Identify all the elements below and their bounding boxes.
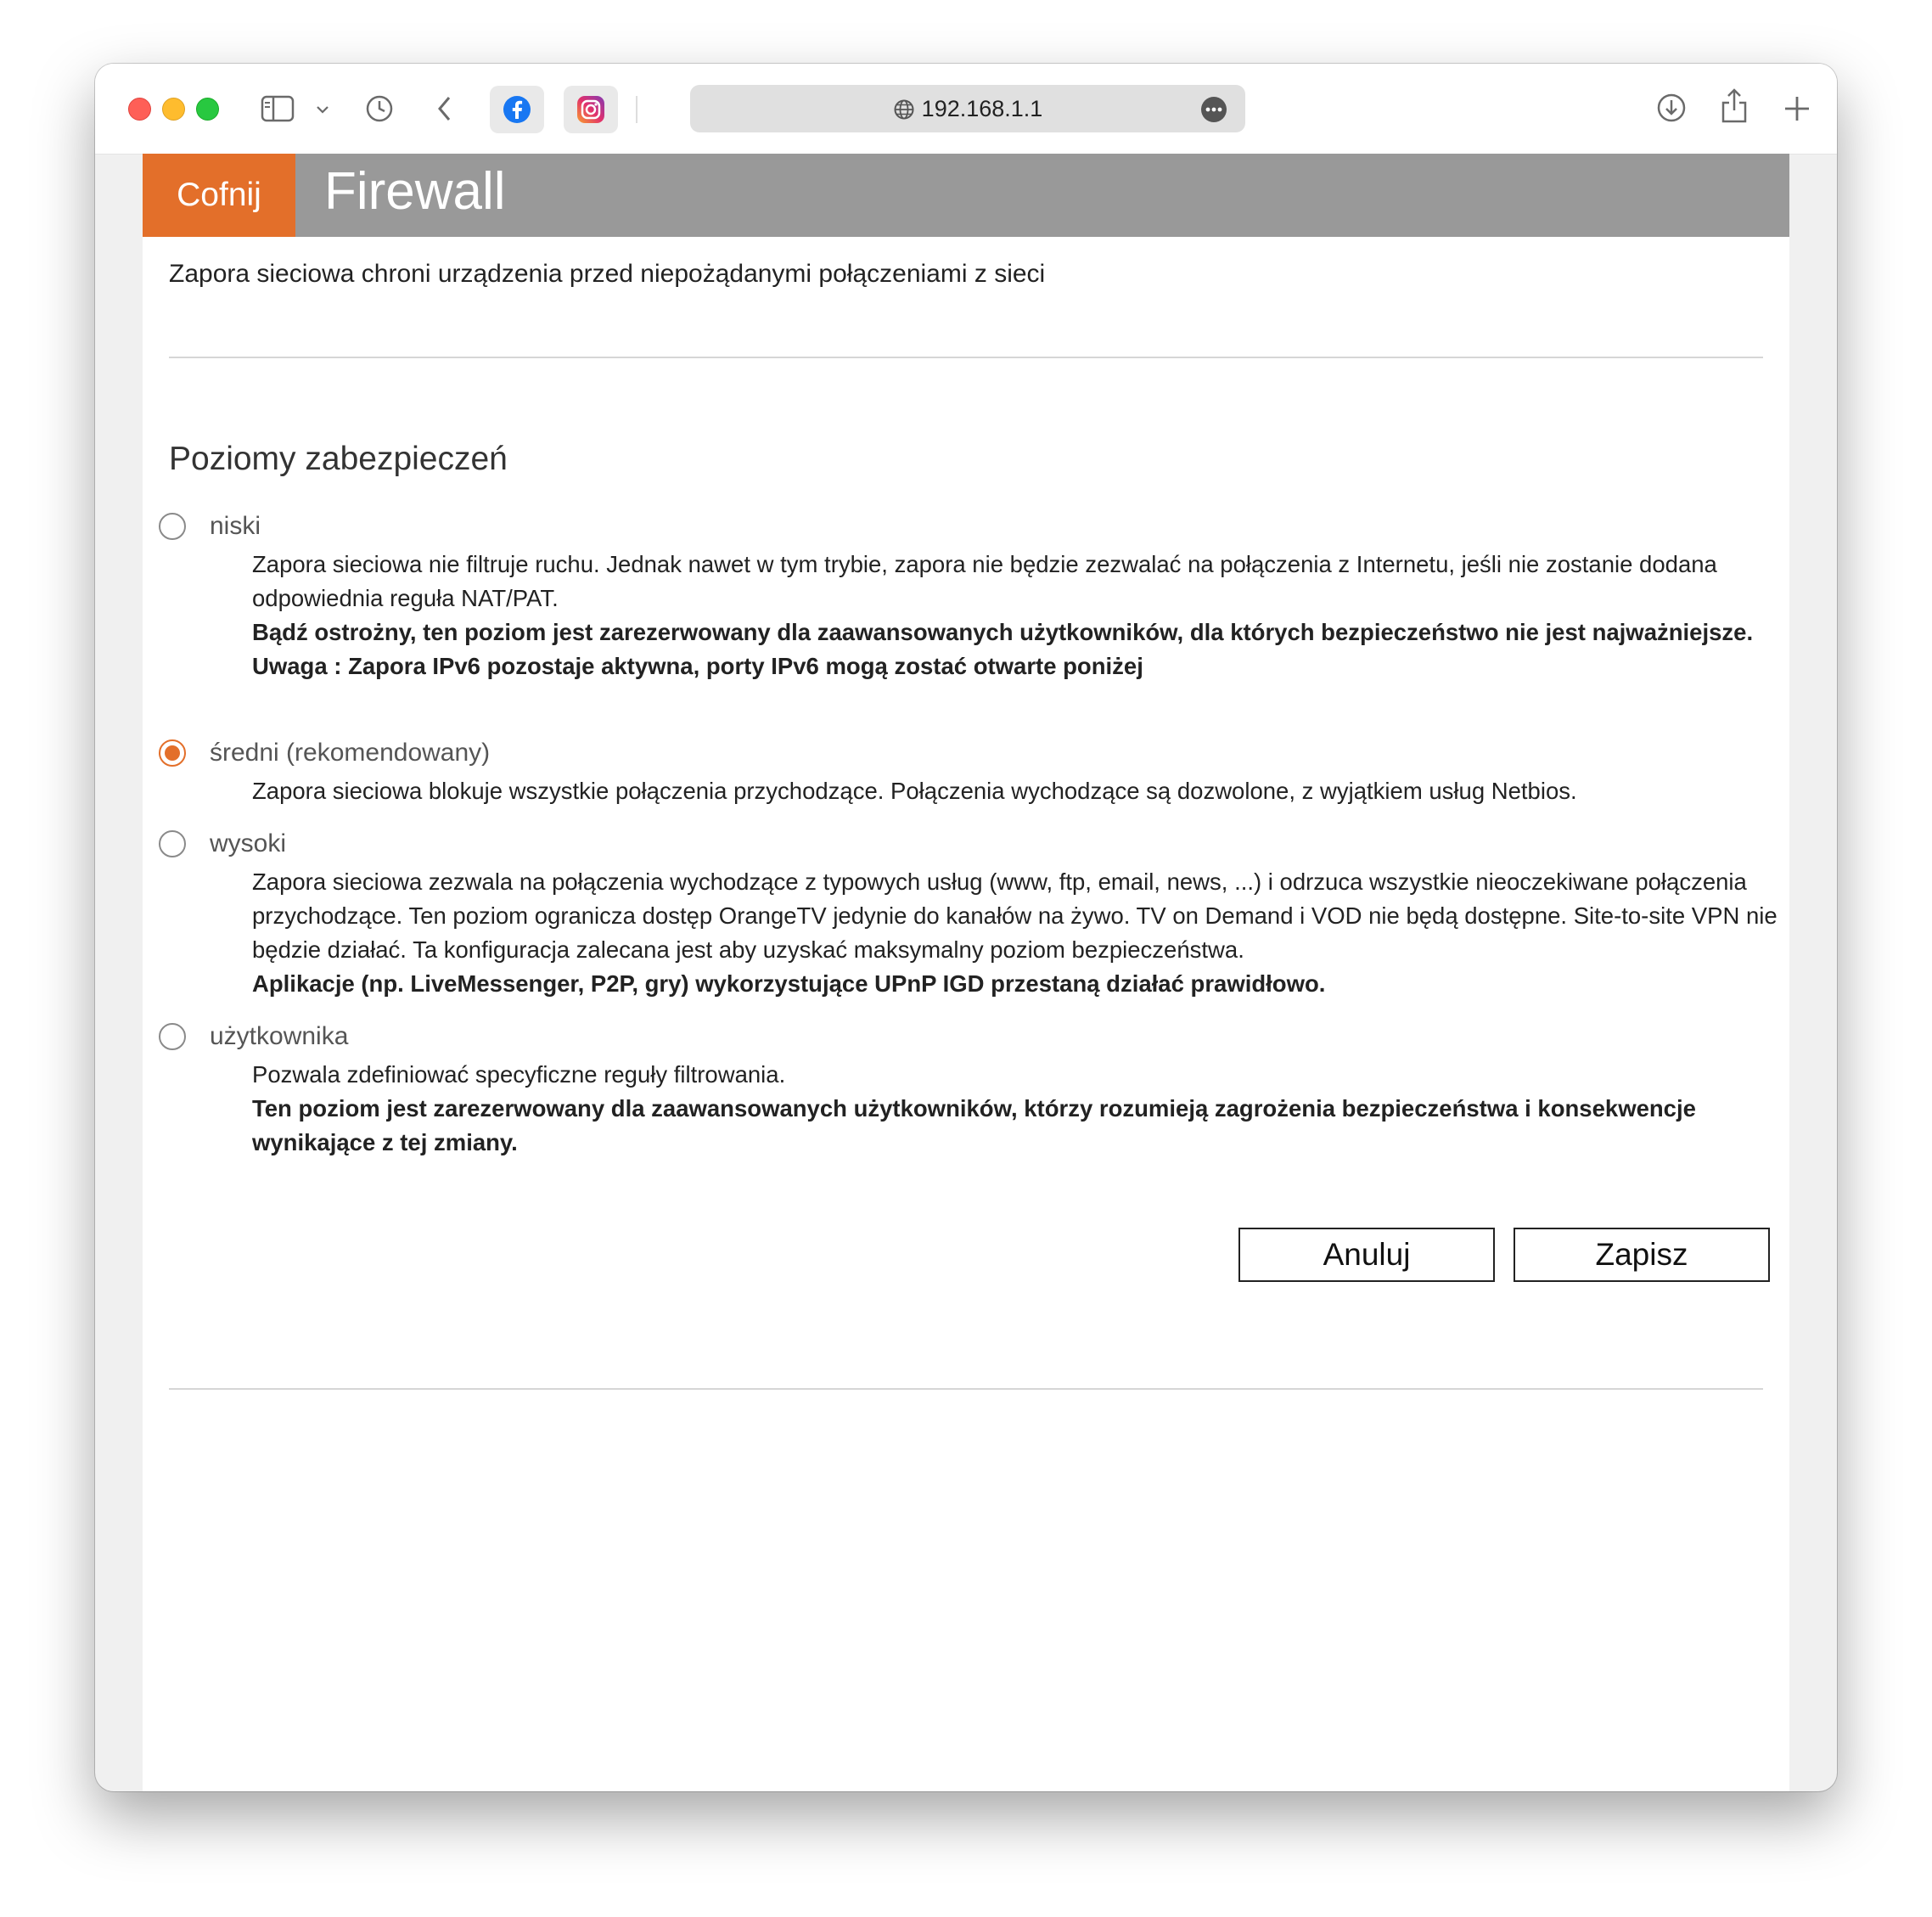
share-icon[interactable] <box>1720 87 1749 124</box>
desc-uzytkownika-text: Pozwala zdefiniować specyficzne reguły filtrowania. <box>252 1061 786 1088</box>
cancel-button[interactable]: Anuluj <box>1238 1228 1495 1282</box>
page-content <box>143 154 1789 1791</box>
section-title: Poziomy zabezpieczeń <box>169 441 508 477</box>
intro-text: Zapora sieciowa chroni urządzenia przed niepożądanymi połączeniami z sieci <box>169 260 1046 288</box>
minimize-window-button[interactable] <box>162 98 185 121</box>
desc-niski <box>252 548 1780 683</box>
browser-toolbar <box>95 64 1837 155</box>
desc-uzytkownika <box>252 1058 1780 1160</box>
desc-niski-warning: Bądź ostrożny, ten poziom jest zarezerwowany dla zaawansowanych użytkowników, dla których bezpieczeństwo nie jest najważniejsze. <box>252 619 1754 645</box>
divider-top <box>169 357 1763 358</box>
label-wysoki[interactable]: wysoki <box>210 829 287 857</box>
chevron-down-icon[interactable] <box>314 101 331 118</box>
radio-sredni[interactable] <box>159 739 186 767</box>
save-button[interactable]: Zapisz <box>1514 1228 1770 1282</box>
page-title: Firewall <box>324 162 506 221</box>
back-button[interactable]: Cofnij <box>143 154 295 237</box>
close-window-button[interactable] <box>128 98 151 121</box>
zoom-window-button[interactable] <box>196 98 219 121</box>
instagram-tab[interactable] <box>564 86 618 133</box>
back-icon[interactable] <box>435 94 455 123</box>
desc-niski-note: Uwaga : Zapora IPv6 pozostaje aktywna, porty IPv6 mogą zostać otwarte poniżej <box>252 653 1143 679</box>
desc-niski-text: Zapora sieciowa nie filtruje ruchu. Jednak nawet w tym trybie, zapora nie będzie zezwalać na połączenia z Internetu, jeśli nie zostanie dodana odpowiednia reguła NAT/PAT. <box>252 551 1717 611</box>
toolbar-separator <box>636 96 637 123</box>
desc-uzytkownika-warning: Ten poziom jest zarezerwowany dla zaawansowanych użytkowników, którzy rozumieją zagrożenia bezpieczeństwa i konsekwencje wynikające z tej zmiany. <box>252 1095 1696 1155</box>
label-niski[interactable]: niski <box>210 512 261 540</box>
globe-icon <box>893 98 915 121</box>
divider-bottom <box>169 1388 1763 1390</box>
facebook-tab[interactable] <box>490 86 544 133</box>
sidebar-toggle-icon[interactable] <box>260 94 295 123</box>
address-url: 192.168.1.1 <box>921 96 1043 121</box>
radio-uzytkownika[interactable] <box>159 1023 186 1050</box>
downloads-icon[interactable] <box>1655 92 1688 124</box>
more-options-icon[interactable] <box>1199 95 1228 124</box>
desc-wysoki-text: Zapora sieciowa zezwala na połączenia wychodzące z typowych usług (www, ftp, email, news, ...) i odrzuca wszystkie nieoczekiwane połączenia przychodzące. Ten poziom ogranicza dostęp OrangeTV jedynie do kanałów na żywo. TV on Demand i VOD nie będą dostępne. Site-to-site VPN nie będzie działać. Ta konfiguracja zalecana jest aby uzyskać maksymalny poziom bezpieczeństwa. <box>252 869 1778 963</box>
new-tab-icon[interactable] <box>1783 94 1811 123</box>
label-uzytkownika[interactable]: użytkownika <box>210 1022 349 1050</box>
label-sredni[interactable]: średni (rekomendowany) <box>210 739 491 767</box>
instagram-icon <box>576 95 605 124</box>
desc-wysoki <box>252 865 1780 1001</box>
radio-niski[interactable] <box>159 513 186 540</box>
radio-wysoki[interactable] <box>159 830 186 857</box>
address-bar[interactable] <box>690 85 1245 132</box>
page-header <box>143 154 1789 237</box>
address-text[interactable] <box>690 85 1245 132</box>
desc-wysoki-warning: Aplikacje (np. LiveMessenger, P2P, gry) wykorzystujące UPnP IGD przestaną działać prawidłowo. <box>252 970 1326 997</box>
facebook-icon <box>503 95 531 124</box>
browser-window <box>95 64 1837 1791</box>
desc-sredni <box>252 774 1780 808</box>
desc-sredni-text: Zapora sieciowa blokuje wszystkie połączenia przychodzące. Połączenia wychodzące są dozwolone, z wyjątkiem usług Netbios. <box>252 778 1577 804</box>
history-icon[interactable] <box>364 93 395 124</box>
